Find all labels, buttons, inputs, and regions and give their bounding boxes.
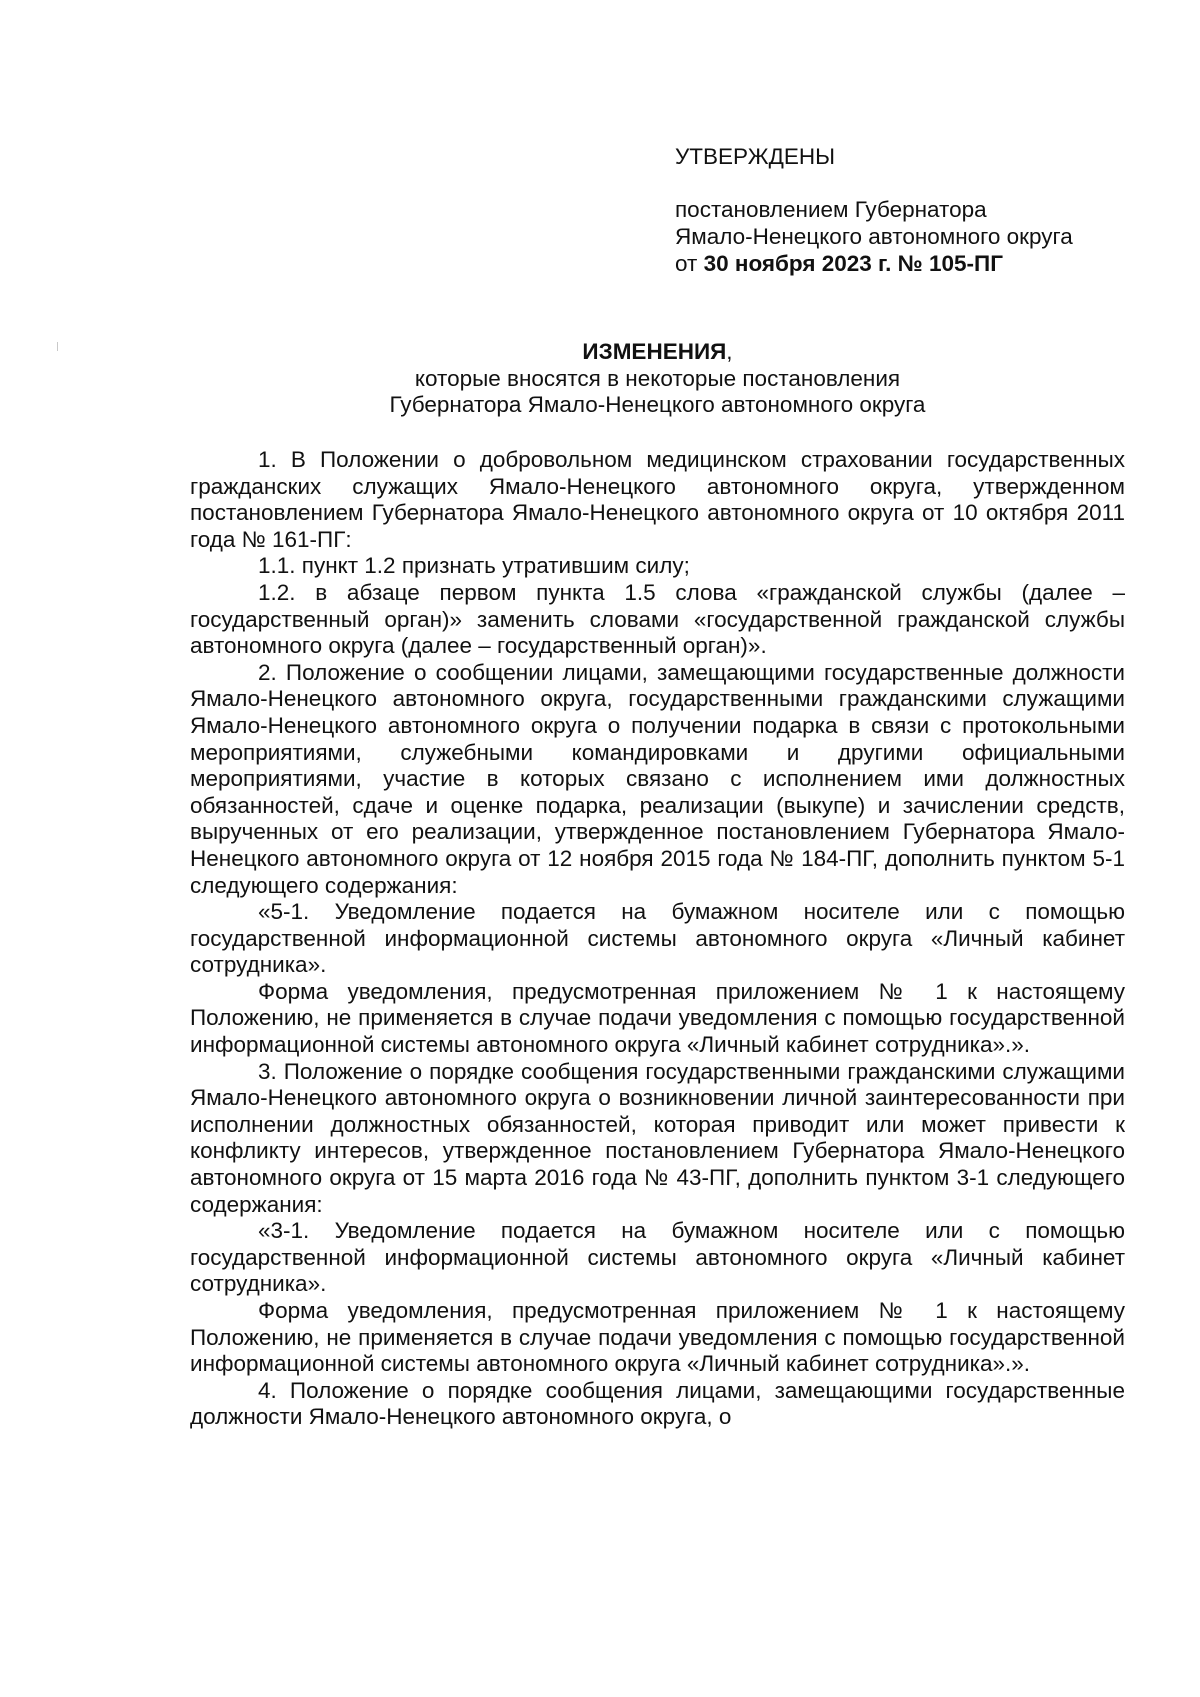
approval-line-date bbox=[675, 250, 1135, 277]
scan-artifact-mark bbox=[57, 342, 58, 351]
document-heading bbox=[190, 339, 1125, 419]
paragraph-1-1: 1.1. пункт 1.2 признать утратившим силу; bbox=[258, 553, 690, 579]
document-body bbox=[190, 447, 1125, 1431]
paragraph-2-quote-5-1: «5-1. Уведомление подается на бумажном носителе или с помощью государственной информационной системы автономного округа «Личный кабинет сотрудника». bbox=[190, 899, 1125, 978]
paragraph-3: 3. Положение о порядке сообщения государственными гражданскими служащими Ямало-Ненецкого автономного округа о возникновении личной заинтересованности при исполнении должностных обязанностей, которая приводит или может привести к конфликту интересов, утвержденное постановлением Губернатора Ямало-Ненецкого автономного округа от 15 марта 2016 года № 43-ПГ, дополнить пунктом 3-1 следующего содержания: bbox=[190, 1058, 1125, 1217]
heading-title: ИЗМЕНЕНИЯ bbox=[582, 339, 727, 364]
approval-block bbox=[675, 143, 1135, 277]
paragraph-3-quote-form: Форма уведомления, предусмотренная приложением № 1 к настоящему Положению, не применяется в случае подачи уведомления с помощью государственной информационной системы автономного округа «Личный кабинет сотрудника».». bbox=[190, 1298, 1125, 1377]
heading-title-suffix: , bbox=[726, 339, 733, 364]
paragraph-2: 2. Положение о сообщении лицами, замещающими государственные должности Ямало-Ненецкого автономного округа, государственными гражданскими служащими Ямало-Ненецкого автономного округа о получении подарка в связи с протокольными мероприятиями, служебными командировками и другими официальными мероприятиями, участие в которых связано с исполнением ими должностных обязанностей, сдаче и оценке подарка, реализации (выкупе) и зачислении средств, вырученных от его реализации, утвержденное постановлением Губернатора Ямало-Ненецкого автономного округа от 12 ноября 2015 года № 184-ПГ, дополнить пунктом 5-1 следующего содержания: bbox=[190, 659, 1125, 898]
paragraph-2-quote-form: Форма уведомления, предусмотренная приложением № 1 к настоящему Положению, не применяется в случае подачи уведомления с помощью государственной информационной системы автономного округа «Личный кабинет сотрудника».». bbox=[190, 978, 1125, 1058]
heading-subtitle-line-2: Губернатора Ямало-Ненецкого автономного округа bbox=[389, 392, 926, 417]
heading-title-line bbox=[190, 339, 1125, 366]
paragraph-1-2: 1.2. в абзаце первом пункта 1.5 слова «гражданской службы (далее – государственный орган)» заменить словами «государственной гражданской службы автономного округа (далее – государственный орган)». bbox=[190, 579, 1125, 659]
approval-date-prefix: от bbox=[675, 251, 704, 276]
paragraph-4: 4. Положение о порядке сообщения лицами, замещающими государственные должности Ямало-Ненецкого автономного округа, о bbox=[190, 1377, 1125, 1430]
approval-date-value: 30 ноября 2023 г. № 105-ПГ bbox=[703, 251, 1003, 276]
approval-stamp: УТВЕРЖДЕНЫ bbox=[675, 144, 835, 169]
paragraph-1: 1. В Положении о добровольном медицинском страховании государственных гражданских служащих Ямало-Ненецкого автономного округа, утвержденном постановлением Губернатора Ямало-Ненецкого автономного округа от 10 октября 2011 года № 161-ПГ: bbox=[190, 447, 1125, 552]
approval-line-region: Ямало-Ненецкого автономного округа bbox=[675, 224, 1073, 249]
heading-subtitle-line-1: которые вносятся в некоторые постановления bbox=[414, 365, 901, 391]
approval-line-decree: постановлением Губернатора bbox=[675, 197, 987, 222]
paragraph-3-quote-3-1: «3-1. Уведомление подается на бумажном носителе или с помощью государственной информационной системы автономного округа «Личный кабинет сотрудника». bbox=[190, 1218, 1125, 1297]
